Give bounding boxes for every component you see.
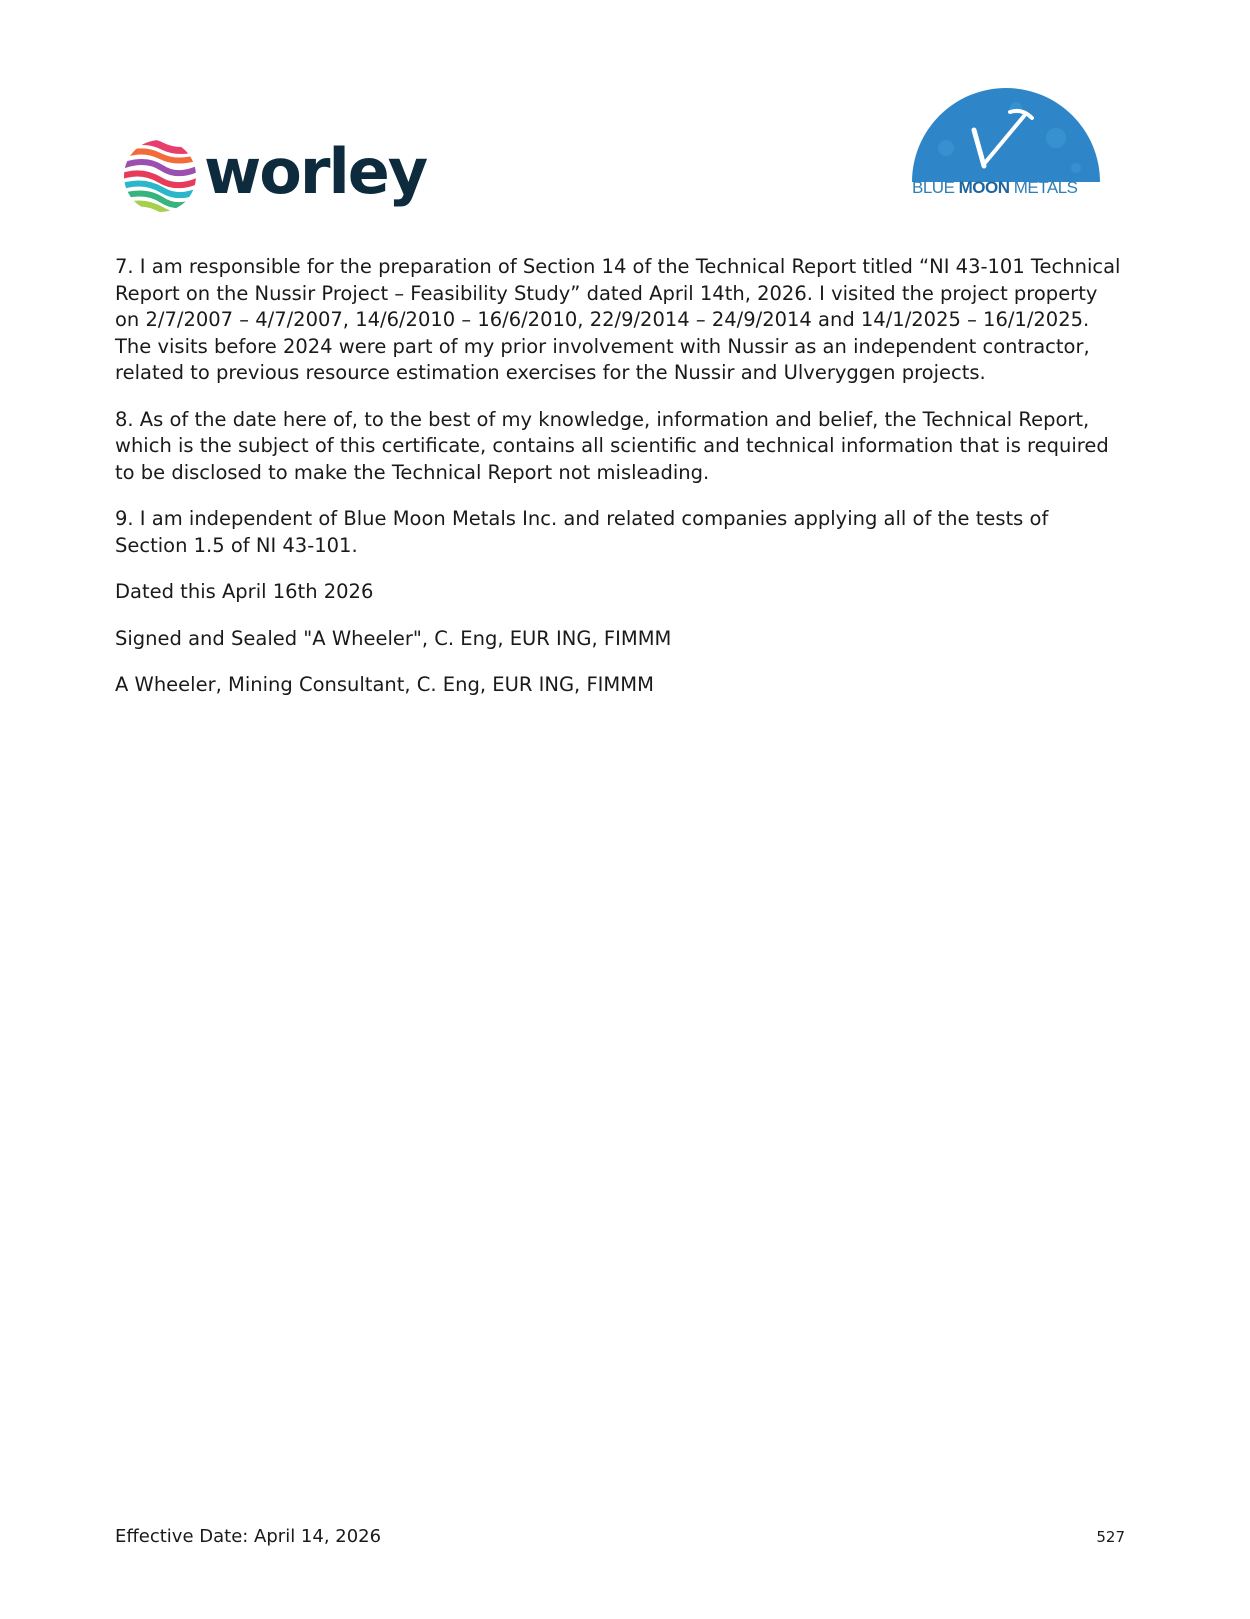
logo-word-blue: BLUE (912, 178, 959, 197)
signatory-line: A Wheeler, Mining Consultant, C. Eng, EUR ING, FIMMM (115, 673, 654, 696)
blue-moon-metals-logo (906, 78, 1106, 202)
logo-word-moon: MOON (958, 178, 1010, 197)
worley-logo (122, 132, 442, 222)
dated-line: Dated this April 16th 2026 (115, 580, 374, 603)
blue-moon-metals-wordmark (912, 178, 1108, 198)
page-number: 527 (1096, 1528, 1125, 1546)
page-footer (115, 1526, 1125, 1556)
paragraph-7: 7. I am responsible for the preparation of Section 14 of the Technical Report titled “NI 43-101 Technical Report on the Nussir Project – Feasibility Study” dated April 14th, 2026. I visited the project property on 2/7/2007 – 4/7/2007, 14/6/2010 – 16/6/2010, 22/9/2014 – 24/9/2014 and 14/1/2025 – 16/1/2025. The visits before 2024 were part of my prior involvement with Nussir as an independent contractor, related to previous resource estimation exercises for the Nussir and Ulveryggen projects. (115, 255, 1121, 384)
logo-word-metals: METALS (1009, 178, 1078, 197)
paragraph-8: 8. As of the date here of, to the best of my knowledge, information and belief, the Technical Report, which is the subject of this certificate, contains all scientific and technical information that is required to be disclosed to make the Technical Report not misleading. (115, 407, 1109, 484)
certificate-body (115, 254, 1125, 719)
worley-wordmark: worley (204, 135, 427, 208)
paragraph-9: 9. I am independent of Blue Moon Metals Inc. and related companies applying all of the tests of Section 1.5 of NI 43-101. (115, 507, 1049, 557)
effective-date: Effective Date: April 14, 2026 (115, 1526, 382, 1547)
moon-pickaxe-icon (906, 78, 1106, 182)
worley-swirl-icon (122, 138, 198, 214)
signed-sealed-line: Signed and Sealed "A Wheeler", C. Eng, EUR ING, FIMMM (115, 626, 672, 650)
page-header (0, 0, 1250, 230)
